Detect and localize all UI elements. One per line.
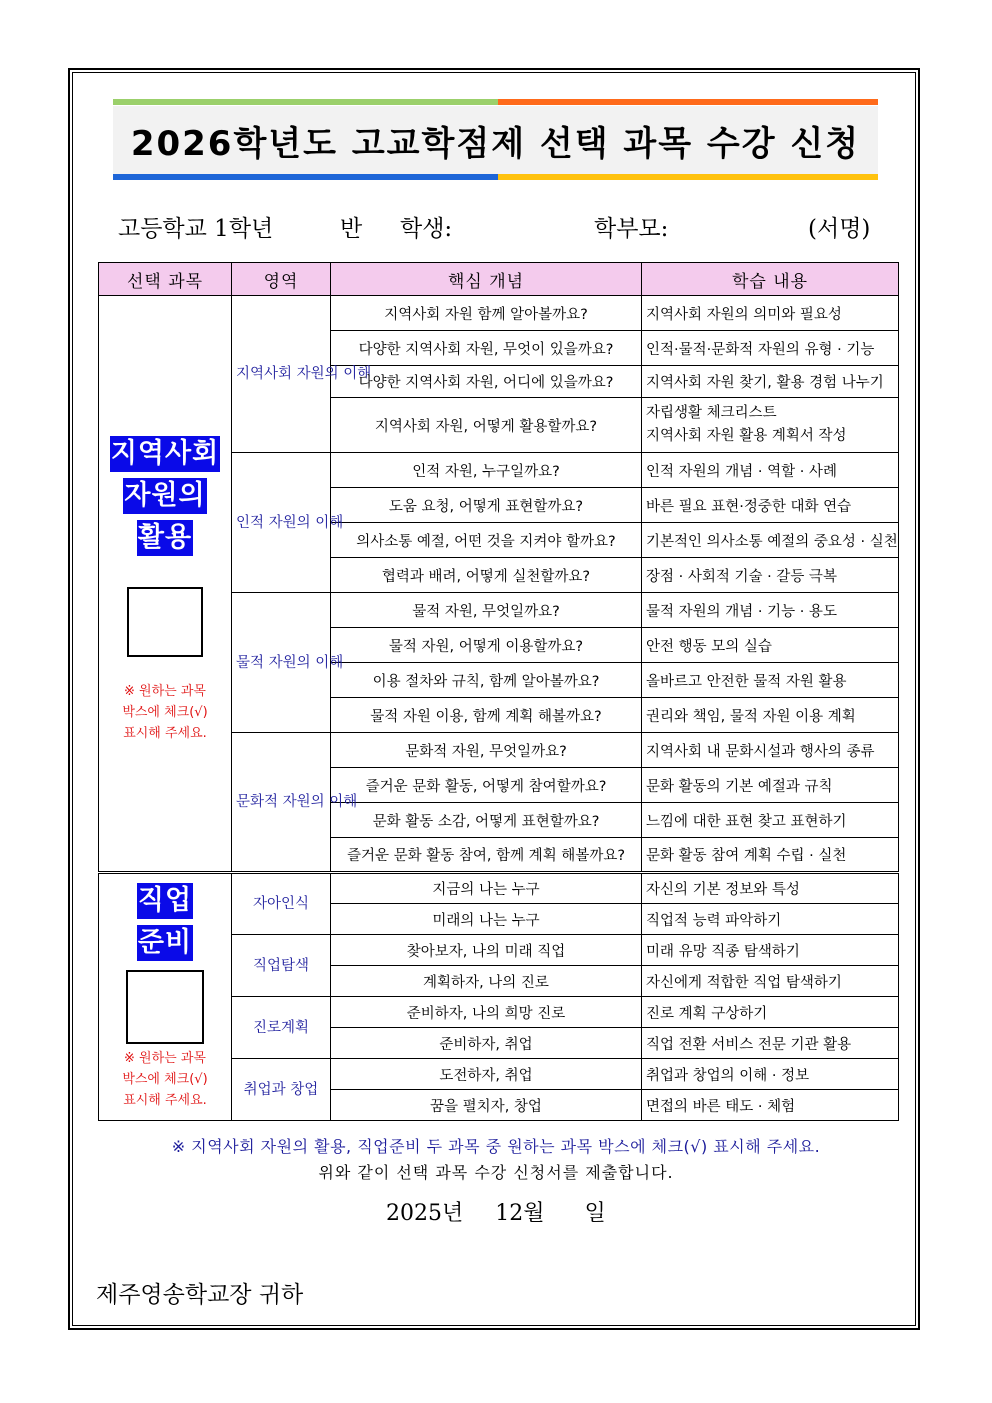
concept-cell: 물적 자원, 어떻게 이용할까요? [331, 628, 642, 663]
concept-cell: 지금의 나는 누구 [331, 873, 642, 904]
area-cell: 진로계획 [232, 997, 331, 1059]
content-cell: 인적 자원의 개념 · 역할 · 사례 [642, 453, 899, 488]
area-cell: 취업과 창업 [232, 1059, 331, 1121]
concept-cell: 다양한 지역사회 자원, 무엇이 있을까요? [331, 331, 642, 366]
subject-cell-career [99, 873, 232, 1121]
concept-cell: 계획하자, 나의 진로 [331, 966, 642, 997]
info-parent: 학부모: [594, 216, 669, 242]
content-cell: 인적·물적·문화적 자원의 유형 · 기능 [642, 331, 899, 366]
content-cell: 기본적인 의사소통 예절의 중요성 · 실천 [642, 523, 899, 558]
concept-cell: 꿈을 펼치자, 창업 [331, 1090, 642, 1121]
subject-title-line: 준비 [137, 925, 193, 961]
submit-date [386, 1196, 606, 1227]
info-sign: (서명) [808, 216, 871, 242]
content-cell: 장점 · 사회적 기술 · 갈등 극복 [642, 558, 899, 593]
content-cell: 문화 활동의 기본 예절과 규칙 [642, 768, 899, 803]
subject-title-line: 직업 [137, 883, 193, 919]
community-select-checkbox[interactable] [127, 587, 203, 657]
subject-cell-community [99, 296, 232, 873]
concept-cell: 물적 자원 이용, 함께 계획 해볼까요? [331, 698, 642, 733]
content-cell: 느낌에 대한 표현 찾고 표현하기 [642, 803, 899, 838]
content-cell: 진로 계획 구상하기 [642, 997, 899, 1028]
content-cell [642, 398, 899, 453]
header-area: 영역 [232, 263, 331, 296]
content-cell: 물적 자원의 개념 · 기능 · 용도 [642, 593, 899, 628]
title-bar-top-orange [498, 99, 878, 105]
area-cell: 문화적 자원의 이해 [232, 733, 331, 873]
info-class: 반 [340, 216, 363, 242]
header-subject: 선택 과목 [99, 263, 232, 296]
date-day: 일 [584, 1201, 606, 1226]
concept-cell: 문화적 자원, 무엇일까요? [331, 733, 642, 768]
title-bar-bottom-yellow [498, 174, 878, 180]
content-cell: 직업적 능력 파악하기 [642, 904, 899, 935]
header-content: 학습 내용 [642, 263, 899, 296]
recipient: 제주영송학교장 귀하 [96, 1282, 304, 1308]
table-row [99, 873, 899, 904]
title-bar-top-green [113, 99, 498, 105]
concept-cell: 지역사회 자원 함께 알아볼까요? [331, 296, 642, 331]
content-cell: 직업 전환 서비스 전문 기관 활용 [642, 1028, 899, 1059]
concept-cell: 협력과 배려, 어떻게 실천할까요? [331, 558, 642, 593]
content-cell: 취업과 창업의 이해 · 정보 [642, 1059, 899, 1090]
content-cell: 면접의 바른 태도 · 체험 [642, 1090, 899, 1121]
content-cell: 자신의 기본 정보와 특성 [642, 873, 899, 904]
subject-title-line: 지역사회 [110, 436, 220, 472]
header-concept: 핵심 개념 [331, 263, 642, 296]
content-cell: 지역사회 자원의 의미와 필요성 [642, 296, 899, 331]
concept-cell: 즐거운 문화 활동, 어떻게 참여할까요? [331, 768, 642, 803]
concept-cell: 다양한 지역사회 자원, 어디에 있을까요? [331, 366, 642, 398]
concept-cell: 준비하자, 취업 [331, 1028, 642, 1059]
concept-cell: 문화 활동 소감, 어떻게 표현할까요? [331, 803, 642, 838]
table-row [99, 296, 899, 331]
info-school: 고등학교 1학년 [118, 216, 274, 242]
date-month: 12월 [495, 1201, 545, 1226]
content-cell: 문화 활동 참여 계획 수립 · 실천 [642, 838, 899, 873]
concept-cell: 즐거운 문화 활동 참여, 함께 계획 해볼까요? [331, 838, 642, 873]
table-header-row [99, 263, 899, 296]
concept-cell: 물적 자원, 무엇일까요? [331, 593, 642, 628]
concept-cell: 준비하자, 나의 희망 진로 [331, 997, 642, 1028]
content-cell: 자신에게 적합한 직업 탐색하기 [642, 966, 899, 997]
concept-cell: 찾아보자, 나의 미래 직업 [331, 935, 642, 966]
concept-cell: 의사소통 예절, 어떤 것을 지켜야 할까요? [331, 523, 642, 558]
concept-cell: 인적 자원, 누구일까요? [331, 453, 642, 488]
area-cell: 물적 자원의 이해 [232, 593, 331, 733]
career-select-checkbox[interactable] [126, 970, 204, 1044]
title-bar-bottom-blue [113, 174, 498, 180]
area-cell: 인적 자원의 이해 [232, 453, 331, 593]
content-cell: 권리와 책임, 물적 자원 이용 계획 [642, 698, 899, 733]
info-student: 학생: [400, 216, 453, 242]
concept-cell: 도움 요청, 어떻게 표현할까요? [331, 488, 642, 523]
content-line: 자립생활 체크리스트 [646, 405, 777, 421]
submit-statement: 위와 같이 선택 과목 수강 신청서를 제출합니다. [318, 1163, 674, 1182]
page-title: 2026학년도 고교학점제 선택 과목 수강 신청 [113, 106, 878, 174]
content-cell: 지역사회 내 문화시설과 행사의 종류 [642, 733, 899, 768]
course-table [98, 262, 899, 1121]
area-cell: 자아인식 [232, 873, 331, 935]
content-cell: 지역사회 자원 찾기, 활용 경험 나누기 [642, 366, 899, 398]
concept-cell: 이용 절차와 규칙, 함께 알아볼까요? [331, 663, 642, 698]
content-cell: 미래 유망 직종 탐색하기 [642, 935, 899, 966]
subject-title-line: 자원의 [123, 478, 206, 514]
date-year: 2025년 [386, 1201, 464, 1226]
content-cell: 바른 필요 표현·정중한 대화 연습 [642, 488, 899, 523]
content-cell: 안전 행동 모의 실습 [642, 628, 899, 663]
footer-note: ※ 지역사회 자원의 활용, 직업준비 두 과목 중 원하는 과목 박스에 체크(√) 표시해 주세요. [171, 1137, 821, 1156]
concept-cell: 미래의 나는 누구 [331, 904, 642, 935]
subject-title-line: 활용 [137, 520, 193, 556]
content-line: 지역사회 자원 활용 계획서 작성 [646, 428, 847, 444]
concept-cell: 도전하자, 취업 [331, 1059, 642, 1090]
area-cell: 직업탐색 [232, 935, 331, 997]
content-cell: 올바르고 안전한 물적 자원 활용 [642, 663, 899, 698]
area-cell: 지역사회 자원의 이해 [232, 296, 331, 453]
concept-cell: 지역사회 자원, 어떻게 활용할까요? [331, 398, 642, 453]
checkbox-note: ※ 원하는 과목 박스에 체크(√) 표시해 주세요. [122, 684, 208, 741]
checkbox-note: ※ 원하는 과목 박스에 체크(√) 표시해 주세요. [122, 1051, 208, 1108]
